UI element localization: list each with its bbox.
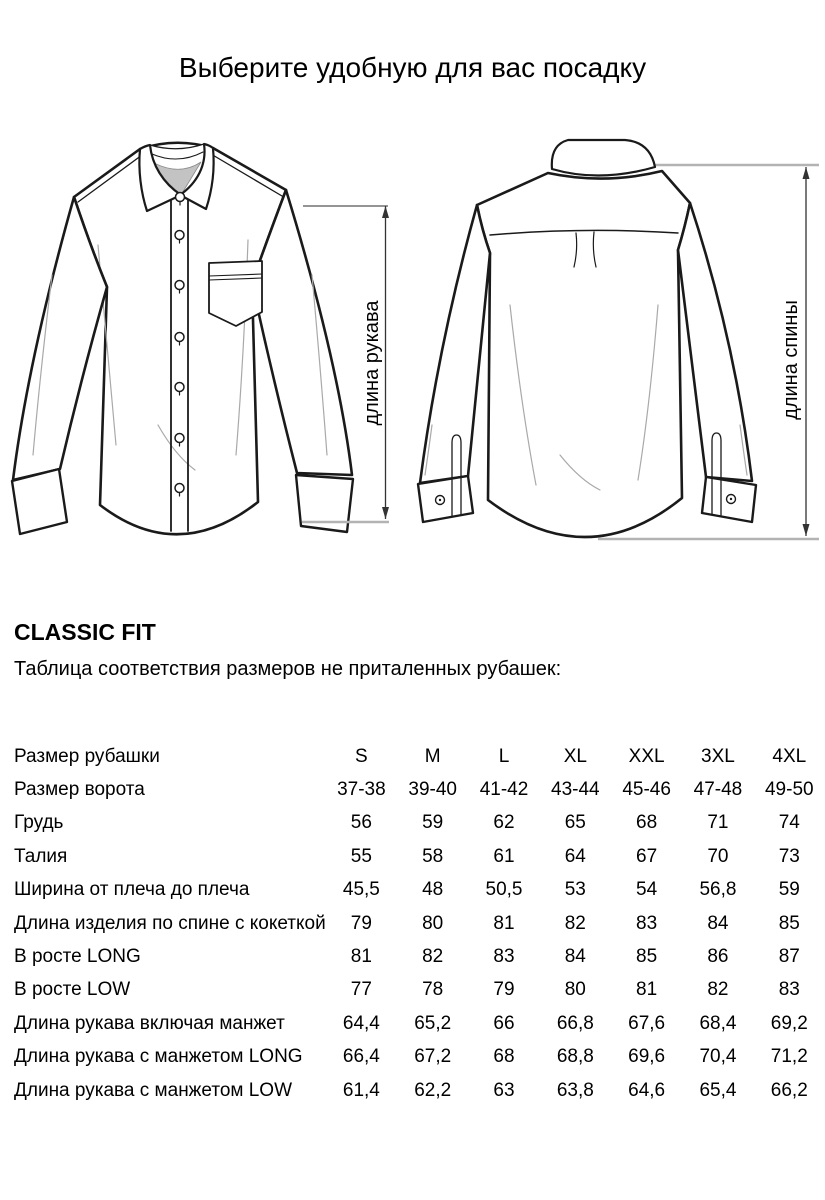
- row-label: Длина рукава с манжетом LONG: [14, 1046, 303, 1068]
- cell-value: 47-48: [693, 779, 743, 801]
- sleeve-length-label: длина рукава: [361, 300, 383, 426]
- cell-value: 79: [493, 979, 515, 1001]
- shirt-diagram-svg: [0, 125, 825, 605]
- cell-value: 63: [493, 1079, 515, 1101]
- cell-value: 69,6: [628, 1046, 666, 1068]
- cell-value: 81: [636, 979, 658, 1001]
- cell-value: 78: [422, 979, 444, 1001]
- table-row: [14, 907, 825, 940]
- row-label: Размер ворота: [14, 779, 145, 801]
- cell-value: 61,4: [342, 1079, 380, 1101]
- cell-value: 56: [350, 812, 372, 834]
- cell-value: 62: [493, 812, 515, 834]
- row-label: Размер рубашки: [14, 745, 160, 767]
- cell-value: 68,8: [556, 1046, 594, 1068]
- cell-value: 50,5: [485, 879, 523, 901]
- cell-value: 84: [564, 946, 586, 968]
- cell-value: 71,2: [770, 1046, 808, 1068]
- cell-value: 37-38: [337, 779, 386, 801]
- row-label: Ширина от плеча до плеча: [14, 879, 250, 901]
- table-row: [14, 974, 825, 1007]
- cell-value: 59: [778, 879, 800, 901]
- cell-value: 62,2: [414, 1079, 452, 1101]
- cell-value: 67,2: [414, 1046, 452, 1068]
- cell-value: 65: [564, 812, 586, 834]
- cell-value: 87: [778, 946, 800, 968]
- cell-value: 84: [707, 912, 729, 934]
- cell-value: 82: [422, 946, 444, 968]
- cell-value: 79: [350, 912, 372, 934]
- row-label: Грудь: [14, 812, 64, 834]
- fit-subtitle: Таблица соответствия размеров не приталенных рубашек:: [14, 658, 562, 680]
- cell-value: 86: [707, 946, 729, 968]
- cell-value: 73: [778, 845, 800, 867]
- cell-value: 80: [422, 912, 444, 934]
- cell-value: 63,8: [556, 1079, 594, 1101]
- cell-value: 54: [636, 879, 658, 901]
- cell-value: 71: [707, 812, 729, 834]
- cell-value: 43-44: [551, 779, 600, 801]
- cell-value: 67,6: [628, 1012, 666, 1034]
- table-row: [14, 807, 825, 840]
- cell-value: 66,2: [770, 1079, 808, 1101]
- size-table-body: [14, 740, 825, 1107]
- cell-value: 83: [778, 979, 800, 1001]
- cell-value: 65,4: [699, 1079, 737, 1101]
- cell-value: 68: [493, 1046, 515, 1068]
- cell-value: 58: [422, 845, 444, 867]
- table-row: [14, 840, 825, 873]
- cell-value: 83: [493, 946, 515, 968]
- cell-value: 66,8: [556, 1012, 594, 1034]
- front-shirt-drawing: [12, 143, 353, 535]
- cell-value: 81: [493, 912, 515, 934]
- cell-value: 68: [636, 812, 658, 834]
- table-row: [14, 1007, 825, 1040]
- cell-value: 55: [350, 845, 372, 867]
- cell-value: 64: [564, 845, 586, 867]
- cell-value: 48: [422, 879, 444, 901]
- row-label: Длина изделия по спине с кокеткой: [14, 912, 326, 934]
- cell-value: 85: [636, 946, 658, 968]
- cell-value: 81: [350, 946, 372, 968]
- cell-value: 49-50: [764, 779, 814, 801]
- row-label: В росте LONG: [14, 946, 141, 968]
- cell-value: 74: [778, 812, 800, 834]
- cell-value: 39-40: [408, 779, 457, 801]
- cell-value: 70: [707, 845, 729, 867]
- cell-value: XL: [563, 745, 587, 767]
- cell-value: M: [424, 745, 441, 767]
- cell-value: 83: [636, 912, 658, 934]
- cell-value: 56,8: [699, 879, 737, 901]
- cell-value: 61: [493, 845, 515, 867]
- cell-value: XXL: [628, 745, 665, 767]
- cell-value: 3XL: [701, 745, 735, 767]
- cell-value: 82: [564, 912, 586, 934]
- fit-heading: CLASSIC FIT: [14, 619, 156, 645]
- row-label: В росте LOW: [14, 979, 131, 1001]
- size-table: [14, 740, 825, 1107]
- cell-value: 69,2: [770, 1012, 808, 1034]
- cell-value: 64,6: [628, 1079, 666, 1101]
- cell-value: 65,2: [414, 1012, 452, 1034]
- cell-value: 80: [564, 979, 586, 1001]
- table-row: [14, 1074, 825, 1107]
- cell-value: 70,4: [699, 1046, 737, 1068]
- cell-value: 67: [636, 845, 658, 867]
- row-label: Длина рукава включая манжет: [14, 1012, 285, 1034]
- table-row: [14, 940, 825, 973]
- table-row: [14, 740, 825, 773]
- cell-value: 45,5: [342, 879, 380, 901]
- page-title: Выберите удобную для вас посадку: [178, 52, 647, 83]
- row-label: Талия: [14, 845, 68, 867]
- shirt-diagrams: [0, 125, 825, 605]
- cell-value: S: [355, 745, 368, 767]
- cell-value: 66,4: [342, 1046, 380, 1068]
- back-length-label: длина спины: [780, 300, 802, 420]
- cell-value: 68,4: [699, 1012, 737, 1034]
- cell-value: 66: [493, 1012, 515, 1034]
- cell-value: 77: [350, 979, 372, 1001]
- table-row: [14, 773, 825, 806]
- cell-value: 59: [422, 812, 444, 834]
- cell-value: 64,4: [342, 1012, 380, 1034]
- cell-value: 41-42: [479, 779, 529, 801]
- cell-value: 53: [564, 879, 586, 901]
- row-label: Длина рукава с манжетом LOW: [14, 1079, 293, 1101]
- cell-value: 45-46: [622, 779, 671, 801]
- cell-value: 4XL: [772, 745, 807, 767]
- back-shirt-drawing: [418, 140, 756, 537]
- cell-value: L: [498, 745, 510, 767]
- table-row: [14, 1041, 825, 1074]
- cell-value: 82: [707, 979, 729, 1001]
- table-row: [14, 874, 825, 907]
- cell-value: 85: [778, 912, 800, 934]
